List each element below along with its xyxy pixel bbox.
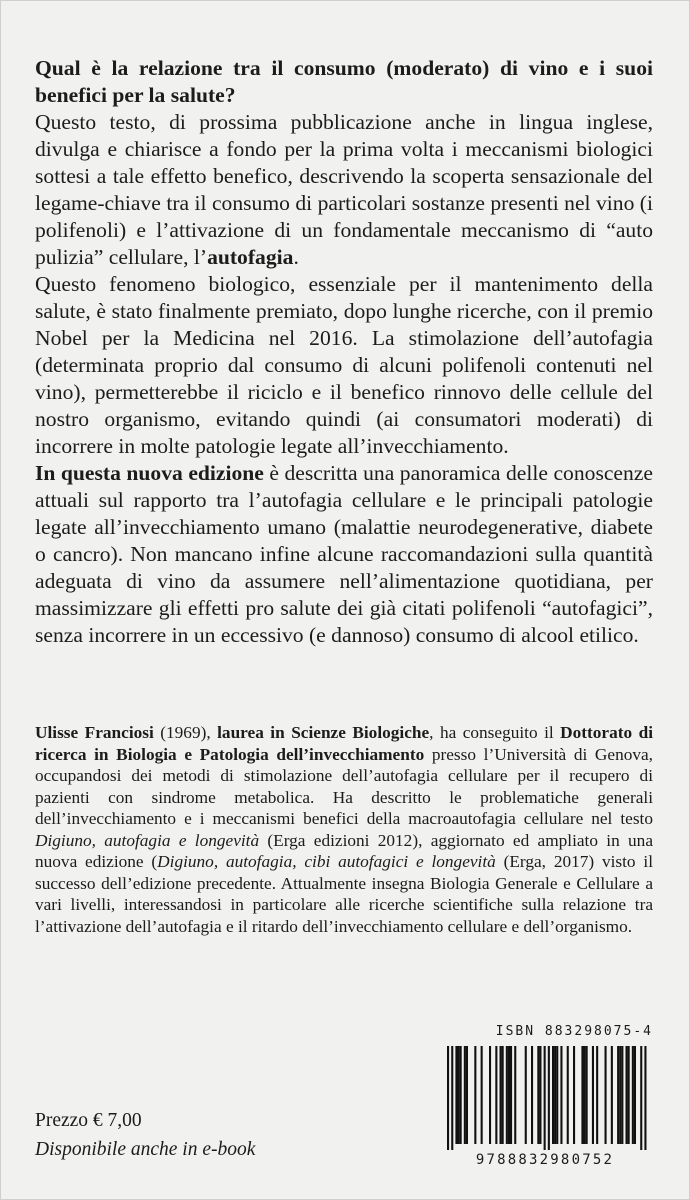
blurb-paragraph-3 <box>35 460 653 649</box>
barcode-bar <box>644 1046 646 1150</box>
blurb-paragraph-2: Questo fenomeno biologico, essenziale per il mantenimento della salute, è stato finalmente premiato, dopo lunghe ricerche, con il premio Nobel per la Medicina nel 2016. La stimolazione dell’autofagia (determinata proprio dal consumo di alcuni polifenoli contenuti nel vino), permetterebbe il riciclo e il benefico rinnovo delle cellule del nostro organismo, evitando quindi (ai consumatori moderati) di incorrere in molte patologie legate all’invecchiamento. <box>35 272 653 458</box>
author-bio <box>35 722 653 937</box>
blurb-heading: Qual è la relazione tra il consumo (moderato) di vino e i suoi benefici per la salute? <box>35 56 653 107</box>
barcode-bar <box>539 1046 541 1144</box>
barcode-bar <box>634 1046 636 1144</box>
barcode-bar <box>619 1046 621 1144</box>
barcode-bar <box>447 1046 449 1150</box>
blurb-paragraph-1 <box>35 109 653 271</box>
book-title-1: Digiuno, autofagia e longevità <box>35 830 260 850</box>
barcode-bar <box>474 1046 476 1144</box>
barcode-bar <box>581 1046 583 1144</box>
barcode-bar <box>573 1046 575 1144</box>
blurb-p1-text: Questo testo, di prossima pubblicazione anche in lingua inglese, divulga e chiarisce a fondo per la prima volta i meccanismi biologici sottesi a tale effetto benefico, descrivendo la scoperta sensazionale del legame-chiave tra il consumo di particolari sostanze presenti nel vino (i polifenoli) e l’attivazione di un fondamentale meccanismo di “auto pulizia” cellulare, l’ <box>35 110 653 269</box>
barcode-bar <box>451 1046 453 1150</box>
barcode-bar <box>560 1046 562 1144</box>
barcode-bar <box>455 1046 457 1144</box>
back-cover-blurb <box>35 55 653 649</box>
barcode-bar <box>460 1046 462 1144</box>
barcode-bar <box>596 1046 598 1144</box>
barcode-bar <box>481 1046 483 1144</box>
barcode-bar <box>548 1046 550 1150</box>
barcode-bar <box>626 1046 628 1144</box>
barcode-bar <box>552 1046 554 1144</box>
barcode-bars <box>437 1046 653 1152</box>
bio-text-4: (Erga edizioni 2012), aggiornato ed ampliato in una nuova edizione ( <box>35 830 653 871</box>
barcode-bar <box>592 1046 594 1144</box>
barcode-bar <box>586 1046 588 1144</box>
barcode-bar <box>464 1046 466 1144</box>
price-label: Prezzo € 7,00 <box>35 1110 142 1131</box>
barcode-bar <box>611 1046 613 1144</box>
bio-text-1: (1969), <box>153 723 218 742</box>
bio-text-5: (Erga, 2017) visto il successo dell’edizione precedente. Attualmente insegna Biologia Generale e Cellulare a vari livelli, interessandosi in particolare alle ricerche scientifiche sulla relazione tra l’attivazione dell’autofagia e il ritardo dell’invecchiamento cellulare e dell’organismo. <box>35 852 653 936</box>
barcode-bar <box>617 1046 619 1144</box>
barcode-bar <box>508 1046 510 1144</box>
barcode-bar <box>621 1046 623 1144</box>
bio-text-2: , ha conseguito il <box>429 723 561 742</box>
author-name: Ulisse Franciosi <box>35 723 154 742</box>
barcode-bar <box>489 1046 491 1144</box>
barcode-bar <box>495 1046 497 1144</box>
barcode-bar <box>554 1046 556 1144</box>
isbn-barcode <box>437 1024 653 1172</box>
barcode-bar <box>525 1046 527 1144</box>
book-title-2: Digiuno, autofagia, cibi autofagici e longevità <box>157 852 496 871</box>
ebook-availability: Disponibile anche in e-book <box>35 1139 256 1160</box>
barcode-bar <box>466 1046 468 1144</box>
bio-text-3: presso l’Università di Genova, occupandosi dei metodi di stimolazione dell’autofagia cellulare per il recupero di pazienti con sindrome metabolica. Ha descritto le problematiche generali dell’invecchiamento e i meccanismi benefici della macroautofagia cellulare nel testo <box>35 744 653 828</box>
barcode-bar <box>628 1046 630 1144</box>
barcode-bar <box>605 1046 607 1144</box>
blurb-p3-text: è descritta una panoramica delle conoscenze attuali sul rapporto tra l’autofagia cellulare e le principali patologie legate all’invecchiamento umano (malattie neurodegenerative, diabete o cancro). Non mancano infine alcune raccomandazioni sulla quantità adeguata di vino da assumere nell’alimentazione quotidiana, per massimizzare gli effetti pro salute dei già citati polifenoli “autofagici”, senza incorrere in un eccessivo (e dannoso) consumo di alcool etilico. <box>35 461 653 647</box>
barcode-bar <box>556 1046 558 1144</box>
blurb-p3-lead: In questa nuova edizione <box>35 461 264 485</box>
blurb-p1-keyword: autofagia <box>207 245 294 269</box>
barcode-bar <box>632 1046 634 1144</box>
barcode-bar <box>506 1046 508 1144</box>
barcode-bar <box>458 1046 460 1144</box>
barcode-bar <box>584 1046 586 1144</box>
barcode-bar <box>537 1046 539 1144</box>
author-doctorate: Dottorato di ricerca in Biologia e Patologia dell’invecchiamento <box>35 723 653 764</box>
author-degree: laurea in Scienze Biologiche <box>217 723 430 742</box>
barcode-bar <box>514 1046 516 1144</box>
ean-digits: 9788832980752 <box>475 1152 615 1168</box>
barcode-bar <box>502 1046 504 1144</box>
barcode-bar <box>567 1046 569 1144</box>
barcode-bar <box>510 1046 512 1144</box>
isbn-label: ISBN 883298075-4 <box>495 1024 653 1039</box>
barcode-bar <box>544 1046 546 1150</box>
barcode-bar <box>531 1046 533 1144</box>
blurb-p1-end: . <box>293 245 299 269</box>
barcode-bar <box>640 1046 642 1150</box>
barcode-bar <box>500 1046 502 1144</box>
